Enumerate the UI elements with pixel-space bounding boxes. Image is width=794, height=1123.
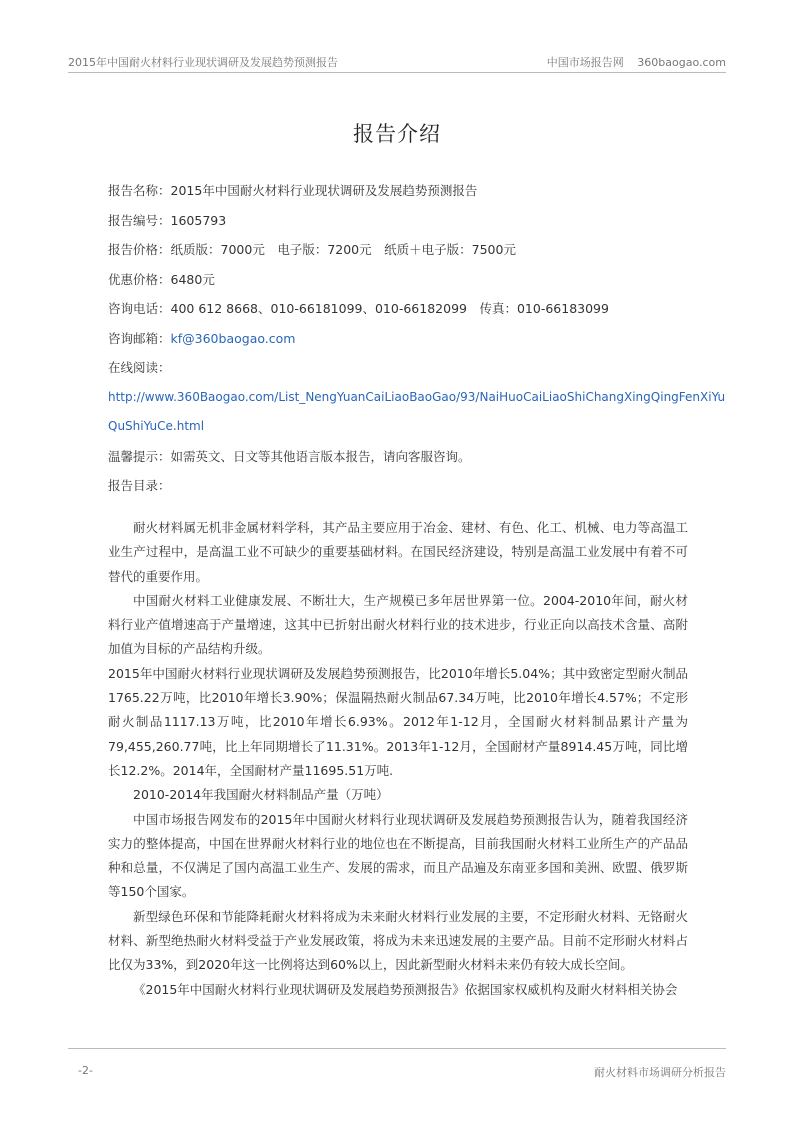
online-url-link-line2[interactable]: QuShiYuCe.html [108, 419, 205, 433]
body-paragraph-3: 2015年中国耐火材料行业现状调研及发展趋势预测报告，比2010年增长5.04%；其中致密定型耐火制品1765.22万吨，比2010年增长3.90%；保温隔热耐火制品67.34万吨，比2010年增长4.57%；不定形耐火制品1117.13万吨，比2010年增长6.93%。2012年1-12月，全国耐火材料制品累计产量为79,455,260.77吨，比上年同期增长了11.31%。2013年1-12月，全国耐材产量8914.45万吨，同比增长12.2%。2014年，全国耐材产量11695.51万吨. [108, 665, 688, 778]
header-site [547, 54, 726, 70]
report-body [108, 516, 688, 1002]
page-header [68, 50, 726, 73]
meta-price-value: 纸质版：7000元 电子版：7200元 纸质＋电子版：7500元 [170, 242, 516, 257]
body-paragraph-2: 中国耐火材料工业健康发展、不断壮大，生产规模已多年居世界第一位。2004-2010年间，耐火材料行业产值增速高于产量增速，这其中已折射出耐火材料行业的技术进步，行业正向以高技术含量、高附加值为目标的产品结构升级。 [108, 592, 688, 657]
meta-price-label: 报告价格： [108, 242, 171, 257]
meta-email-row [108, 324, 698, 354]
meta-online-row [108, 353, 698, 383]
meta-phone-row [108, 294, 698, 324]
body-paragraph-5: 中国市场报告网发布的2015年中国耐火材料行业现状调研及发展趋势预测报告认为，随着我国经济实力的整体提高，中国在世界耐火材料行业的地位也在不断提高，目前我国耐火材料工业所生产的产品品种和总量，不仅满足了国内高温工业生产、发展的需求，而且产品遍及东南亚多国和美洲、欧盟、俄罗斯等150个国家。 [108, 811, 688, 900]
meta-toc-label: 报告目录： [108, 478, 171, 493]
footer-page-number: -2- [78, 1064, 93, 1077]
meta-phone-label: 咨询电话： [108, 301, 171, 316]
meta-price-row [108, 235, 698, 265]
meta-email-label: 咨询邮箱： [108, 330, 171, 346]
meta-notice-label: 温馨提示： [108, 448, 171, 464]
report-meta [108, 176, 726, 501]
page-footer [68, 1048, 726, 1079]
meta-discount-label: 优惠价格： [108, 271, 171, 287]
meta-name-row [108, 176, 698, 206]
body-paragraph-1: 耐火材料属无机非金属材料学科，其产品主要应用于冶金、建材、有色、化工、机械、电力等高温工业生产过程中，是高温工业不可缺少的重要基础材料。在国民经济建设，特别是高温工业发展中有着不可替代的重要作用。 [108, 520, 688, 584]
body-chart-caption: 2010-2014年我国耐火材料制品产量（万吨） [133, 787, 389, 803]
meta-code-row [108, 206, 698, 236]
meta-online-label: 在线阅读： [108, 360, 171, 375]
header-site-domain[interactable]: 360baogao.com [637, 56, 726, 69]
body-paragraph-6: 新型绿色环保和节能降耗耐火材料将成为未来耐火材料行业发展的主要，不定形耐火材料、无铬耐火材料、新型绝热耐火材料受益于产业发展政策，将成为未来迅速发展的主要产品。目前不定形耐火材料占比仅为33%，到2020年这一比例将达到60%以上，因此新型耐火材料未来仍有较大成长空间。 [108, 908, 688, 973]
online-url-link-line1[interactable]: http://www.360Baogao.com/List_NengYuanCaiLiaoBaoGao/93/NaiHuoCaiLiaoShiChangXingQingFenXiYu [108, 389, 726, 404]
meta-code-label: 报告编号： [108, 212, 171, 228]
meta-notice-value: 如需英文、日文等其他语言版本报告，请向客服咨询。 [170, 448, 471, 464]
meta-discount-value: 6480元 [170, 271, 215, 287]
meta-toc-row [108, 471, 698, 501]
body-paragraph-7: 《2015年中国耐火材料行业现状调研及发展趋势预测报告》依据国家权威机构及耐火材料相关协会 [133, 981, 678, 997]
meta-code-value: 1605793 [170, 212, 227, 228]
header-site-name: 中国市场报告网 [546, 56, 624, 69]
meta-notice-row [108, 442, 698, 472]
header-report-title: 2015年中国耐火材料行业现状调研及发展趋势预测报告 [68, 56, 338, 69]
footer-report-name: 耐火材料市场调研分析报告 [594, 1066, 726, 1079]
meta-name-value: 2015年中国耐火材料行业现状调研及发展趋势预测报告 [170, 183, 478, 198]
meta-name-label: 报告名称： [108, 183, 171, 198]
meta-discount-row [108, 265, 698, 295]
email-link[interactable]: kf@360baogao.com [170, 330, 296, 346]
page-title: 报告介绍 [353, 122, 441, 146]
meta-phone-value: 400 612 8668、010-66181099、010-66182099 传真：010-66183099 [170, 301, 609, 316]
